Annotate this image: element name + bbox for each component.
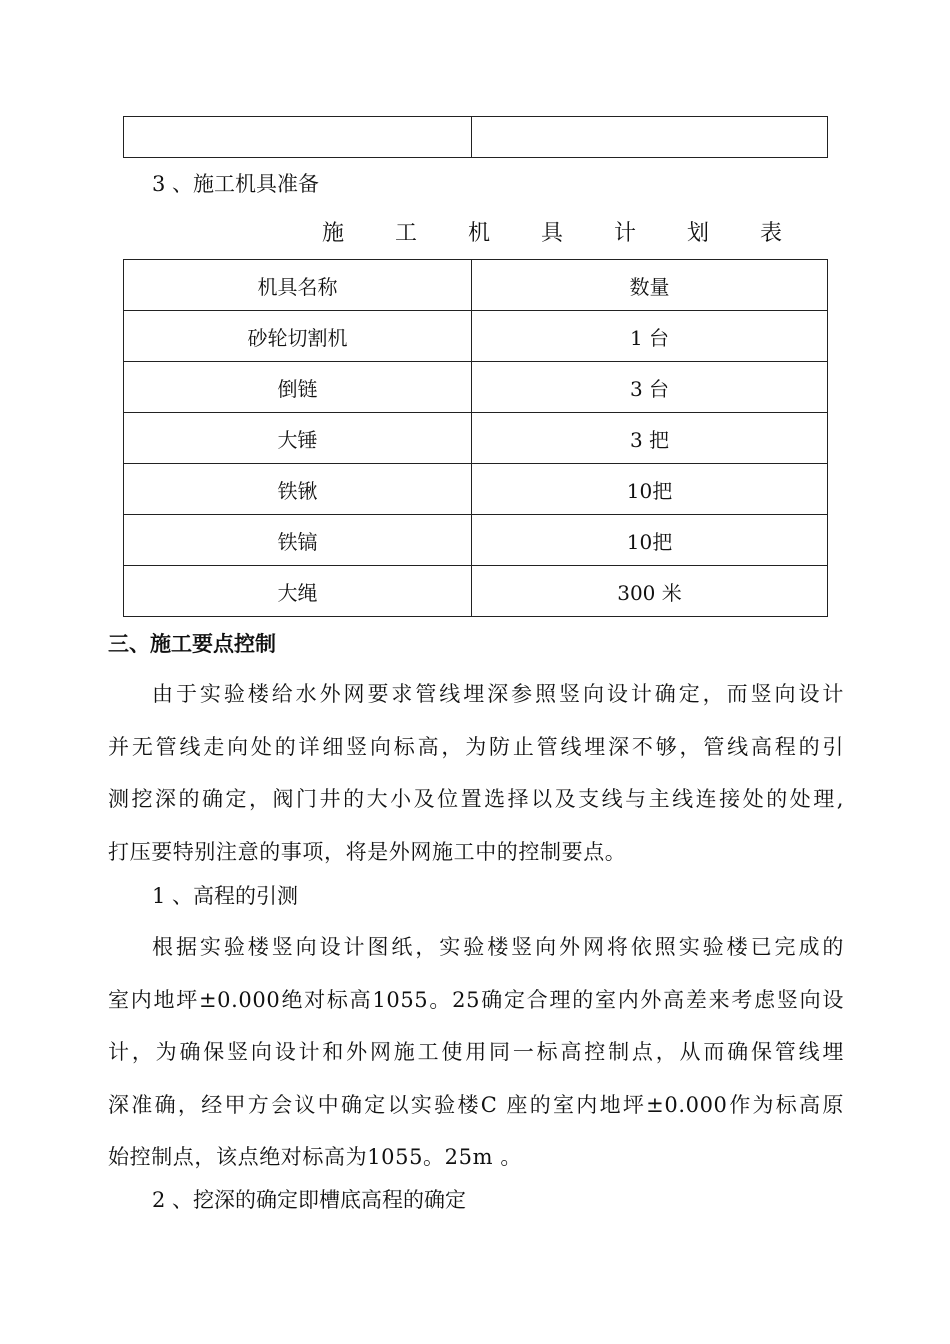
table-header-row [124,260,828,311]
table-caption: 施 工 机 具 计 划 表 [322,221,804,246]
intro-paragraph [108,668,844,878]
table-row [124,413,828,464]
table-row [124,311,828,362]
machine-name: 倒链 [124,362,472,413]
machines-heading: 3 、施工机具准备 [152,172,320,196]
subsection-title-elevation: 1 、高程的引测 [152,884,299,908]
elevation-paragraph [108,921,844,1184]
machine-quantity: 3 台 [472,362,828,413]
paragraph-line: 根据实验楼竖向设计图纸，实验楼竖向外网将依照实验楼已完成的 [152,935,844,959]
machine-name: 铁镐 [124,515,472,566]
paragraph-line: 计，为确保竖向设计和外网施工使用同一标高控制点，从而确保管线埋 [108,1040,844,1064]
equipment-plan-table [123,259,828,617]
paragraph-line: 室内地坪±0.000绝对标高1055。25确定合理的室内外高差来考虑竖向设 [108,987,844,1012]
paragraph-line: 测挖深的确定，阀门井的大小及位置选择以及支线与主线连接处的处理, [108,787,844,811]
table-cell [472,117,828,158]
paragraph-line: 并无管线走向处的详细竖向标高，为防止管线埋深不够，管线高程的引 [108,734,844,759]
table-row [124,362,828,413]
paragraph-line: 由于实验楼给水外网要求管线埋深参照竖向设计确定，而竖向设计 [152,682,844,706]
machine-name: 大锤 [124,413,472,464]
machine-quantity: 10把 [472,464,828,515]
section-title: 三、施工要点控制 [108,632,276,656]
paragraph-line: 深准确，经甲方会议中确定以实验楼C 座的室内地坪±0.000作为标高原 [108,1092,844,1117]
table-cell [124,117,472,158]
paragraph-line: 始控制点，该点绝对标高为1055。25m 。 [108,1145,522,1169]
table-row [124,117,828,158]
machine-quantity: 3 把 [472,413,828,464]
paragraph-line: 打压要特别注意的事项，将是外网施工中的控制要点。 [108,839,627,864]
subsection-title-excavation: 2 、挖深的确定即槽底高程的确定 [152,1188,467,1212]
machine-quantity: 10把 [472,515,828,566]
previous-table-tail [123,116,828,158]
table-row [124,566,828,617]
machine-quantity: 1 台 [472,311,828,362]
machine-name: 铁锹 [124,464,472,515]
table-row [124,515,828,566]
column-header-quantity: 数量 [472,260,828,311]
machine-name: 砂轮切割机 [124,311,472,362]
table-row [124,464,828,515]
machine-quantity: 300 米 [472,566,828,617]
column-header-name: 机具名称 [124,260,472,311]
machine-name: 大绳 [124,566,472,617]
